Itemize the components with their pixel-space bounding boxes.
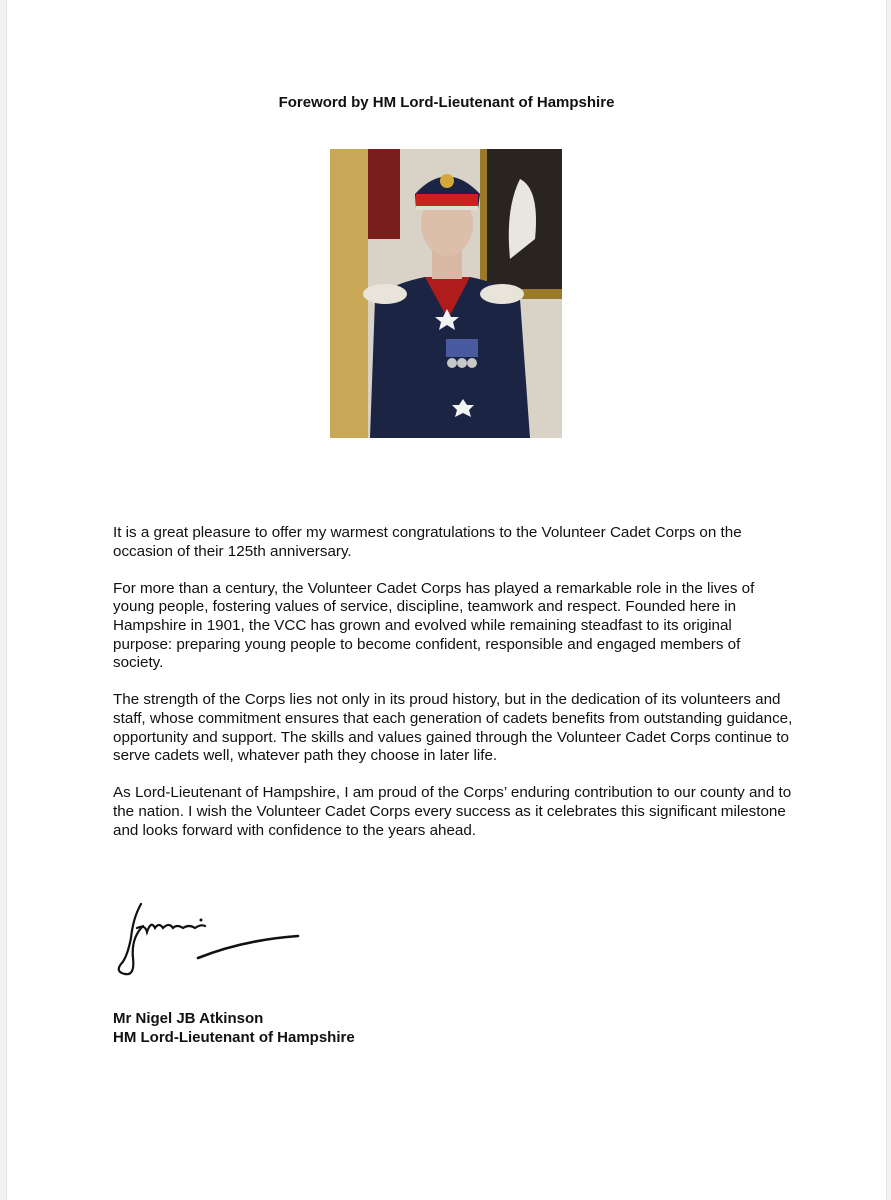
- signature: [113, 898, 303, 978]
- signer-name: Mr Nigel JB Atkinson: [113, 1010, 264, 1027]
- signer-role: HM Lord-Lieutenant of Hampshire: [113, 1029, 355, 1046]
- paragraph: As Lord-Lieutenant of Hampshire, I am proud of the Corps’ enduring contribution to our county and to the nation. I wish the Volunteer Cadet Corps every success as it celebrates this significant milestone and looks forward with confidence to the years ahead.: [113, 784, 792, 839]
- page-title: Foreword by HM Lord-Lieutenant of Hampshire: [278, 94, 615, 111]
- foreword-body: [113, 524, 793, 859]
- document-page: [6, 0, 887, 1200]
- signature-icon: [113, 898, 303, 978]
- portrait-photo: [330, 149, 562, 438]
- portrait-image-icon: [330, 149, 562, 438]
- signer-block: [113, 1009, 355, 1047]
- paragraph: For more than a century, the Volunteer Cadet Corps has played a remarkable role in the lives of young people, fostering values of service, discipline, teamwork and respect. Founded here in Hampshire in 1901, the VCC has grown and evolved while remaining steadfast to its original purpose: preparing young people to become confident, responsible and engaged members of society.: [113, 579, 755, 672]
- paragraph: It is a great pleasure to offer my warmest congratulations to the Volunteer Cadet Corps on the occasion of their 125th anniversary.: [113, 524, 742, 560]
- paragraph: The strength of the Corps lies not only in its proud history, but in the dedication of its volunteers and staff, whose commitment ensures that each generation of cadets benefits from outstanding guidance, opportunity and support. The skills and values gained through the Volunteer Cadet Corps continue to serve cadets well, whatever path they choose in later life.: [113, 691, 793, 765]
